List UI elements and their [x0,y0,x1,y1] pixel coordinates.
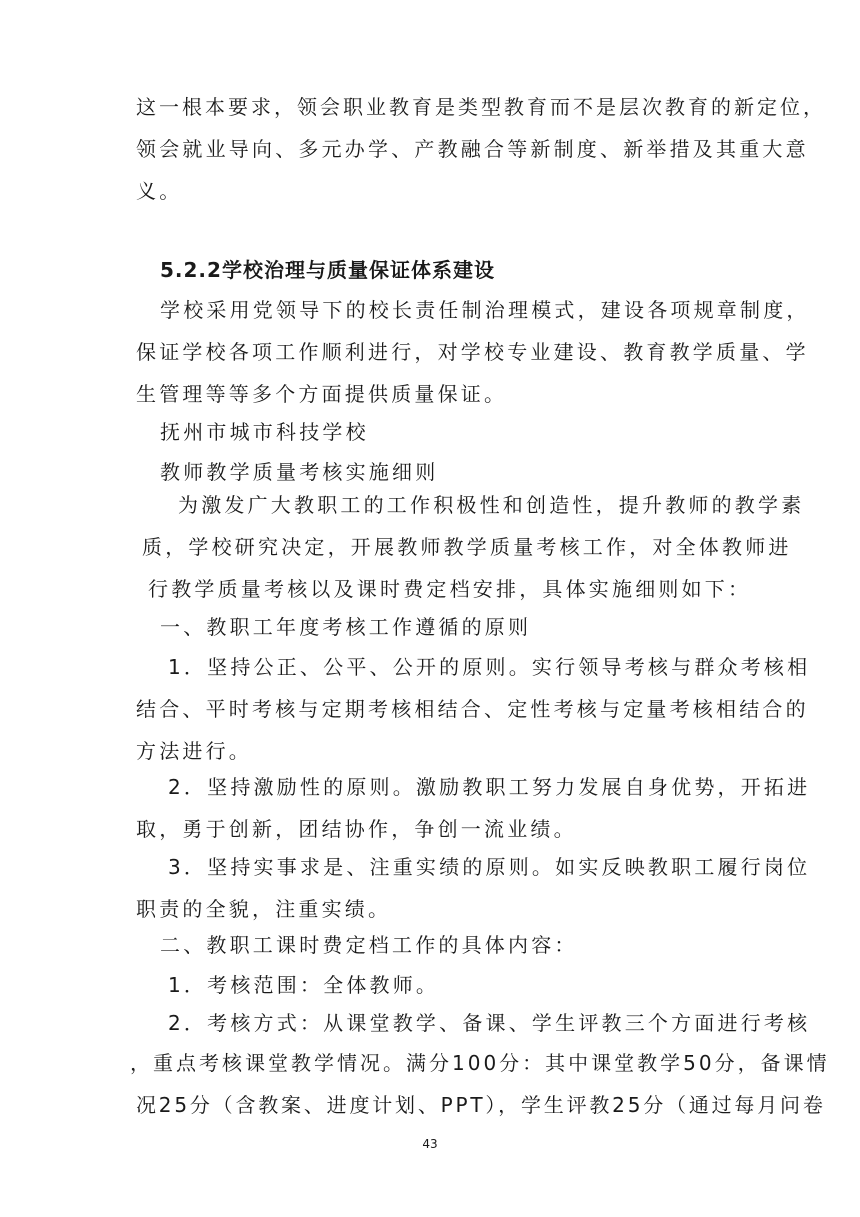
page-number: 43 [422,1137,438,1151]
paragraph-line: 况25分（含教案、进度计划、PPT），学生评教25分（通过每月问卷 [136,1093,826,1117]
paragraph-line: 行教学质量考核以及课时费定档安排，具体实施细则如下： [148,577,752,601]
paragraph-line: 方法进行。 [136,739,252,763]
paragraph-line: 取，勇于创新，团结协作，争创一流业绩。 [136,817,577,841]
document-title: 教师教学质量考核实施细则 [160,460,439,484]
paragraph-line: 领会就业导向、多元办学、产教融合等新制度、新举措及其重大意 [136,137,809,161]
paragraph-line: 学校采用党领导下的校长责任制治理模式，建设各项规章制度， [160,298,810,322]
subsection-heading: 一、教职工年度考核工作遵循的原则 [160,615,532,639]
paragraph-line: 生管理等等多个方面提供质量保证。 [136,382,508,406]
subsection-heading: 二、教职工课时费定档工作的具体内容： [160,933,578,957]
paragraph-line: 结合、平时考核与定期考核相结合、定性考核与定量考核相结合的 [136,697,809,721]
school-name: 抚州市城市科技学校 [160,420,369,444]
section-heading: 5.2.2学校治理与质量保证体系建设 [160,258,495,282]
paragraph-line: 3．坚持实事求是、注重实绩的原则。如实反映教职工履行岗位 [168,855,811,879]
paragraph-line: 2．考核方式：从课堂教学、备课、学生评教三个方面进行考核 [168,1011,811,1035]
paragraph-line: 这一根本要求，领会职业教育是类型教育而不是层次教育的新定位， [136,95,826,119]
paragraph-line: 为激发广大教职工的工作积极性和创造性，提升教师的教学素 [178,493,805,517]
paragraph-line: 职责的全貌，注重实绩。 [136,897,392,921]
paragraph-line: 1．考核范围：全体教师。 [168,973,440,997]
paragraph-line: ，重点考核课堂教学情况。满分100分：其中课堂教学50分，备课情 [130,1051,830,1075]
paragraph-line: 1．坚持公正、公平、公开的原则。实行领导考核与群众考核相 [168,655,811,679]
paragraph-line: 2．坚持激励性的原则。激励教职工努力发展自身优势，开拓进 [168,775,811,799]
paragraph-line: 质，学校研究决定，开展教师教学质量考核工作，对全体教师进 [142,535,792,559]
paragraph-line: 义。 [136,179,183,203]
paragraph-line: 保证学校各项工作顺利进行，对学校专业建设、教育教学质量、学 [136,340,809,364]
